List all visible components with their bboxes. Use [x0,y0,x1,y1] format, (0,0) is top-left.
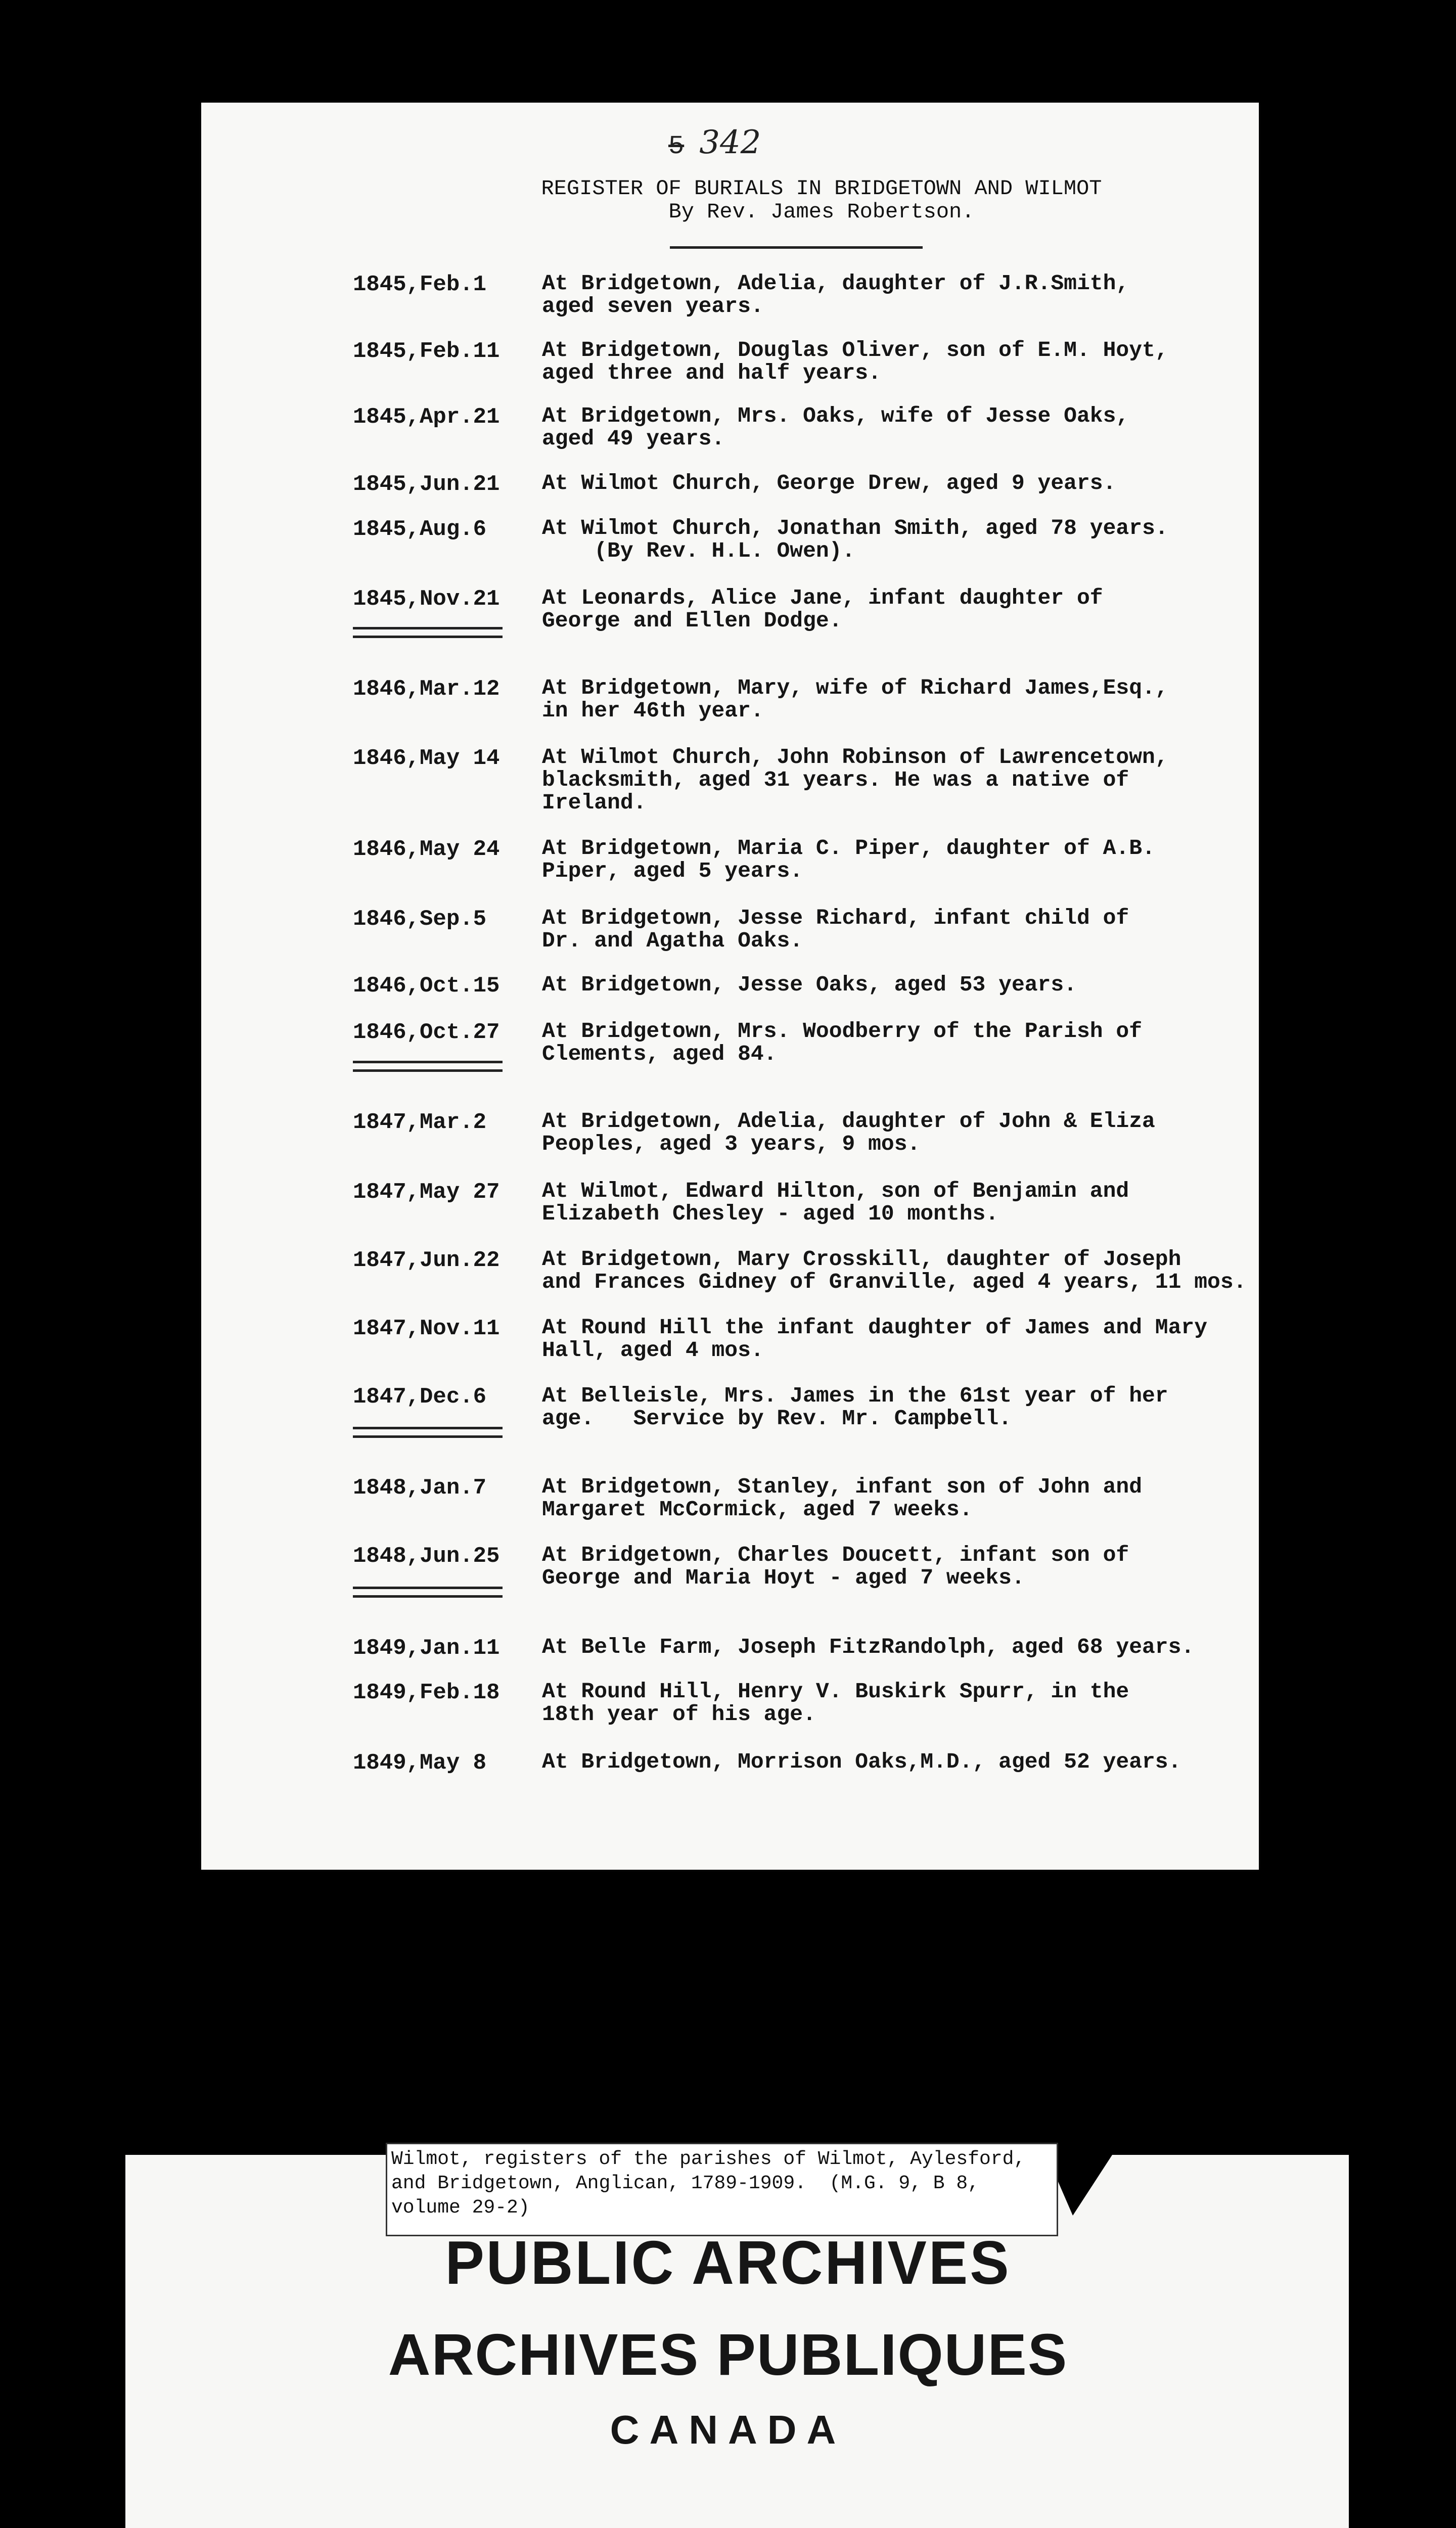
entry-date: 1847,Dec.6 [353,1384,487,1410]
entry-date: 1849,May 8 [353,1750,487,1776]
handwritten-page-number: 342 [699,124,761,161]
entry-date: 1847,Nov.11 [353,1316,500,1341]
entry-date: 1846,Oct.15 [353,973,500,999]
entry-date: 1845,Jun.21 [353,472,500,497]
entry-date: 1845,Aug.6 [353,517,487,542]
page-number [668,124,820,163]
entry-date: 1845,Nov.21 [353,586,500,612]
entry-date: 1848,Jan.7 [353,1475,487,1501]
entry-text: At Bridgetown, Mary, wife of Richard James,Esq., in her 46th year. [542,675,1168,723]
entry-date: 1847,Mar.2 [353,1110,487,1135]
year-separator [353,627,503,638]
entry-date: 1847,May 27 [353,1180,500,1205]
entry-date: 1849,Jan.11 [353,1636,500,1661]
entry-text: At Bridgetown, Mary Crosskill, daughter of Joseph and Frances Gidney of Granville, aged 4 years, 11 mos. [542,1247,1247,1294]
entry-text: At Bridgetown, Stanley, infant son of John and Margaret McCormick, aged 7 weeks. [542,1474,1142,1522]
entry-text: At Bridgetown, Maria C. Piper, daughter of A.B. Piper, aged 5 years. [542,836,1155,883]
entry-text: At Bridgetown, Mrs. Oaks, wife of Jesse Oaks, aged 49 years. [542,403,1129,451]
register-heading [455,177,1188,223]
entry-text: At Round Hill the infant daughter of James and Mary Hall, aged 4 mos. [542,1315,1208,1363]
old-page-number: 5 [668,131,685,161]
entry-date: 1845,Feb.11 [353,339,500,364]
entry-date: 1846,Sep.5 [353,907,487,932]
entry-text: At Bridgetown, Mrs. Woodberry of the Parish of Clements, aged 84. [542,1019,1142,1066]
archive-stamp-country: CANADA [610,2407,846,2452]
entry-text: At Wilmot Church, Jonathan Smith, aged 78 years. (By Rev. H.L. Owen). [542,516,1168,563]
year-separator [353,1587,503,1598]
entry-date: 1845,Feb.1 [353,272,487,297]
reference-strip: Wilmot, registers of the parishes of Wilmot, Aylesford, and Bridgetown, Anglican, 1789-1909. (M.G. 9, B 8, volume 29-2) [386,2143,1058,2236]
entry-date: 1845,Apr.21 [353,404,500,430]
entry-text: At Belleisle, Mrs. James in the 61st year of her age. Service by Rev. Mr. Campbell. [542,1383,1168,1431]
entry-text: At Belle Farm, Joseph FitzRandolph, aged 68 years. [542,1635,1195,1659]
entry-text: At Bridgetown, Jesse Richard, infant child of Dr. and Agatha Oaks. [542,906,1129,953]
entry-text: At Leonards, Alice Jane, infant daughter of George and Ellen Dodge. [542,585,1103,633]
heading-underline [670,246,923,249]
entry-text: At Bridgetown, Adelia, daughter of John & Eliza Peoples, aged 3 years, 9 mos. [542,1109,1155,1156]
entry-text: At Bridgetown, Douglas Oliver, son of E.M. Hoyt, aged three and half years. [542,338,1168,385]
entry-text: At Bridgetown, Adelia, daughter of J.R.Smith, aged seven years. [542,271,1129,319]
archive-stamp-french: ARCHIVES PUBLIQUES [388,2322,1068,2387]
entry-date: 1848,Jun.25 [353,1544,500,1569]
archive-stamp-english: PUBLIC ARCHIVES [445,2228,1011,2297]
entry-date: 1846,Mar.12 [353,676,500,702]
entry-date: 1846,Oct.27 [353,1020,500,1045]
entry-text: At Round Hill, Henry V. Buskirk Spurr, in the 18th year of his age. [542,1679,1129,1727]
register-title: REGISTER OF BURIALS IN BRIDGETOWN AND WILMOT [541,176,1102,201]
entry-text: At Bridgetown, Charles Doucett, infant son of George and Maria Hoyt - aged 7 weeks. [542,1543,1129,1590]
entry-text: At Wilmot Church, George Drew, aged 9 years. [542,471,1116,495]
entry-text: At Wilmot Church, John Robinson of Lawrencetown, blacksmith, aged 31 years. He was a native of Ireland. [542,745,1168,815]
entry-date: 1849,Feb.18 [353,1680,500,1705]
register-author: By Rev. James Robertson. [668,200,975,224]
year-separator [353,1061,503,1072]
year-separator [353,1427,503,1438]
entry-text: At Wilmot, Edward Hilton, son of Benjamin and Elizabeth Chesley - aged 10 months. [542,1179,1129,1226]
entry-text: At Bridgetown, Jesse Oaks, aged 53 years. [542,972,1077,997]
entry-text: At Bridgetown, Morrison Oaks,M.D., aged 52 years. [542,1749,1181,1774]
entry-date: 1846,May 14 [353,746,500,771]
entry-date: 1847,Jun.22 [353,1248,500,1273]
entry-date: 1846,May 24 [353,837,500,862]
